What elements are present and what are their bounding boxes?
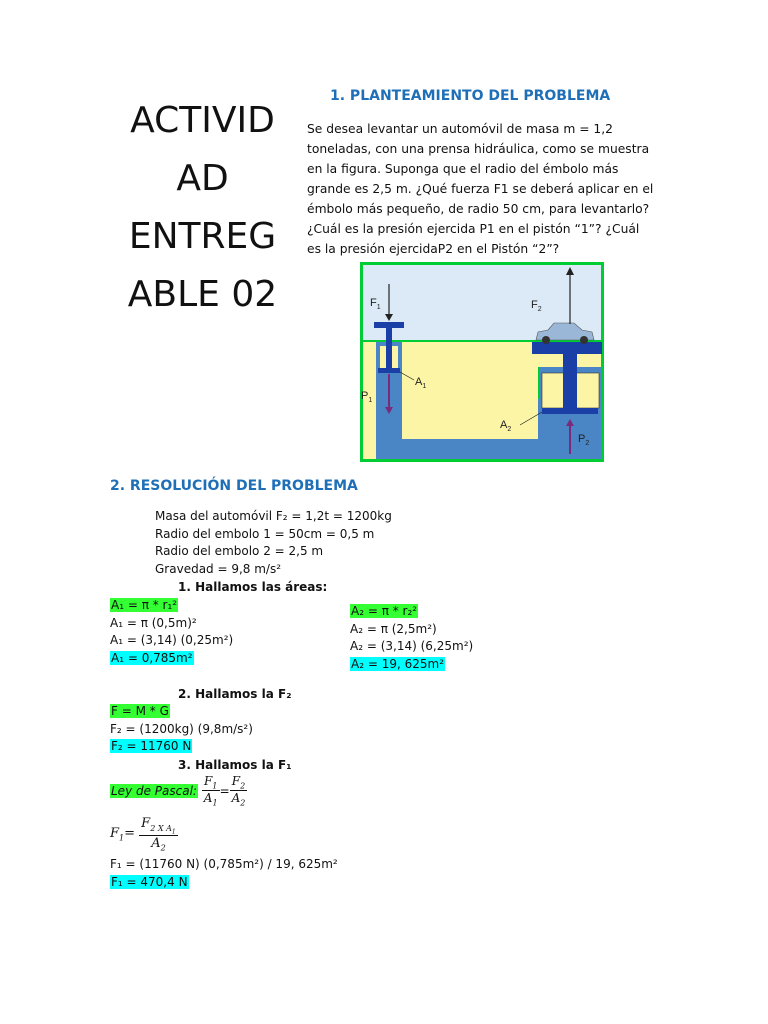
problem-line: émbolo más pequeño, de radio 50 cm, para levantarlo? — [307, 202, 650, 216]
problem-line: en la figura. Suponga que el radio del émbolo más — [307, 162, 619, 176]
step3-heading: 3. Hallamos la F₁ — [178, 758, 292, 772]
fluid-body — [402, 367, 538, 439]
f1-label: $F_1$ — [370, 297, 381, 311]
p2-label: $P_2$ — [578, 433, 590, 447]
section1-heading: 1. PLANTEAMIENTO DEL PROBLEMA — [330, 88, 611, 104]
pascal-label: Ley de Pascal: — [111, 783, 197, 798]
section2-heading: 2. RESOLUCIÓN DEL PROBLEMA — [110, 478, 358, 494]
pascal-fraction-right: $\frac{F_2}{A_2}$ — [231, 774, 246, 808]
problem-line: grande es 2,5 m. ¿Qué fuerza F1 se deberá aplicar en el — [307, 182, 654, 196]
area1-formula: A₁ = π * r₁² — [111, 598, 178, 612]
problem-statement — [307, 119, 657, 259]
f1-formula — [110, 816, 178, 853]
title-line: AD — [176, 158, 229, 199]
given-line: Radio del embolo 1 = 50cm = 0,5 m — [155, 526, 375, 541]
small-piston-plate — [378, 368, 400, 373]
pascal-fraction-left: $\frac{F_1}{A_1}$ — [203, 774, 218, 808]
large-piston-rod — [563, 352, 577, 410]
areas-left — [110, 597, 233, 667]
force2-block — [110, 703, 253, 756]
title-line: ABLE 02 — [127, 274, 278, 315]
f1-calculation: F₁ = (11760 N) (0,785m²) / 19, 625m² — [110, 857, 338, 871]
small-piston-rod — [386, 328, 392, 370]
a1-label: $A_1$ — [415, 376, 427, 390]
area2-step: A₂ = π (2,5m²) — [350, 621, 437, 636]
force2-result: F₂ = 11760 N — [111, 739, 192, 753]
f1-result: F₁ = 470,4 N — [111, 875, 188, 889]
given-line: Masa del automóvil F₂ = 1,2t = 1200kg — [155, 509, 392, 523]
given-line: Gravedad = 9,8 m/s² — [155, 561, 282, 576]
area1-step: A₁ = π (0,5m)² — [110, 615, 197, 630]
step2-heading: 2. Hallamos la F₂ — [178, 687, 292, 701]
pascal-equals: = — [219, 783, 230, 798]
a2-label: $A_2$ — [500, 419, 512, 433]
areas-right — [350, 603, 473, 673]
problem-line: es la presión ejercidaP2 en el Pistón “2”? — [307, 242, 560, 256]
area1-step: A₁ = (3,14) (0,25m²) — [110, 633, 234, 647]
large-piston-platform — [532, 342, 602, 354]
f1-fraction: $\frac{F_{2 X A_1}}{A_2}$ — [141, 816, 176, 853]
area1-result: A₁ = 0,785m² — [111, 650, 193, 665]
activity-title — [110, 92, 295, 324]
newton-formula: F = M * G — [111, 704, 169, 718]
area2-formula: A₂ = π * r₂² — [351, 604, 418, 618]
f1-lhs: $F_1=$ — [110, 826, 136, 843]
area2-step: A₂ = (3,14) (6,25m²) — [350, 639, 474, 653]
problem-line: Se desea levantar un automóvil de masa m = 1,2 — [307, 122, 613, 136]
small-piston-head — [374, 322, 404, 328]
problem-line: toneladas, con una prensa hidráulica, como se muestra — [307, 142, 650, 156]
pascal-law — [110, 774, 247, 808]
area2-result: A₂ = 19, 625m² — [351, 656, 445, 671]
title-line: ACTIVID — [130, 100, 275, 141]
problem-line: ¿Cuál es la presión ejercida P1 en el pistón “1”? ¿Cuál — [307, 222, 640, 236]
given-line: Radio del embolo 2 = 2,5 m — [155, 544, 324, 558]
p1-label: $P_1$ — [361, 390, 373, 404]
givens-list — [155, 508, 392, 578]
force2-step: F₂ = (1200kg) (9,8m/s²) — [110, 721, 253, 736]
f2-label: $F_2$ — [531, 299, 542, 313]
hydraulic-press-figure — [360, 262, 604, 462]
step1-heading: 1. Hallamos las áreas: — [178, 580, 328, 594]
fluid-left-gap — [363, 367, 376, 459]
title-line: ENTREG — [128, 216, 277, 257]
